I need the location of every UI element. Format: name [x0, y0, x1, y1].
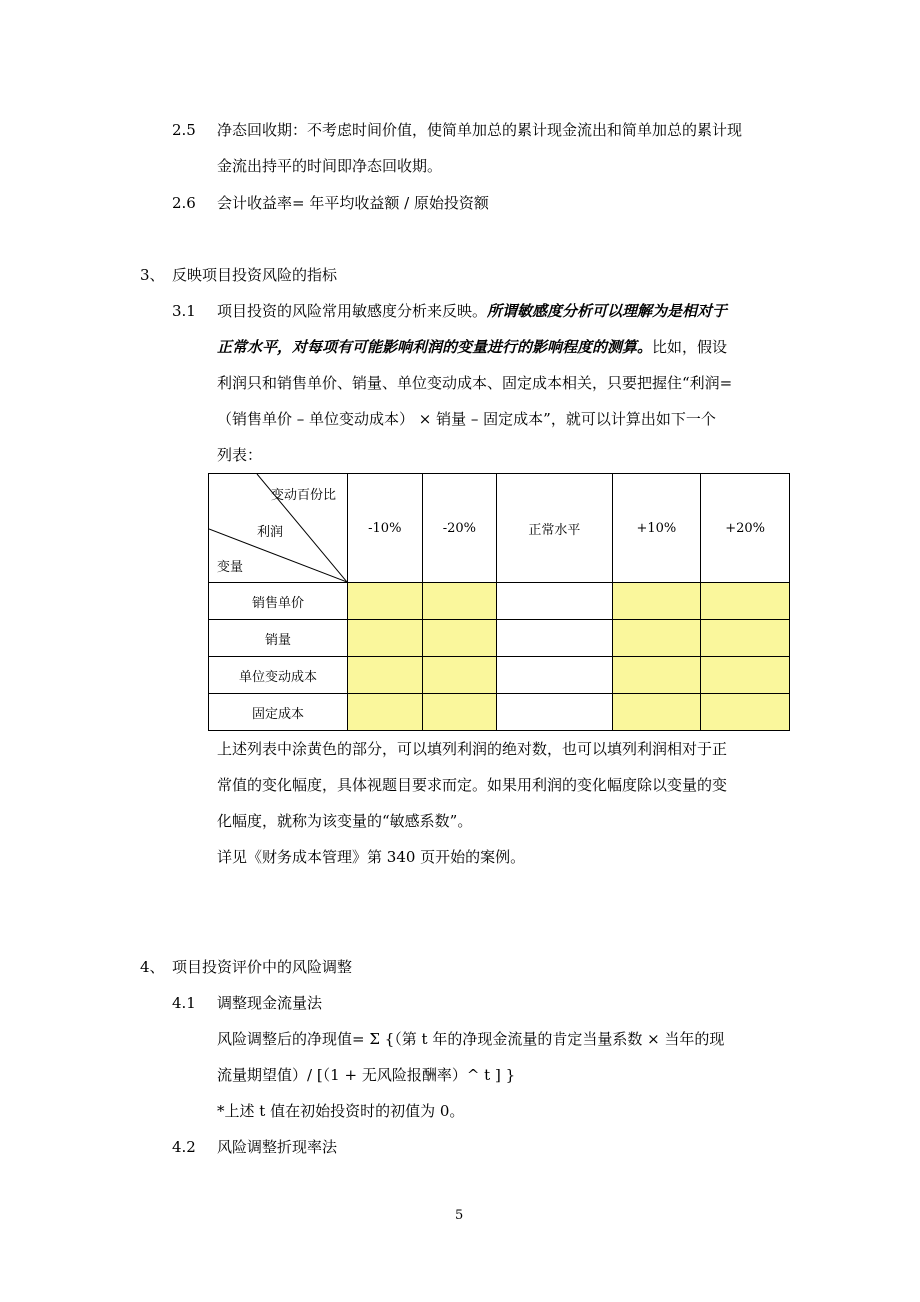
section-number-4-1: 4.1 — [172, 994, 196, 1012]
normal-cell — [497, 620, 612, 657]
highlight-cell — [348, 657, 423, 694]
section-3-title: 反映项目投资风险的指标 — [172, 266, 338, 284]
table-corner-cell — [209, 474, 348, 583]
row-label: 销量 — [209, 620, 348, 657]
normal-cell — [497, 583, 612, 620]
section-number-2-6: 2.6 — [172, 194, 196, 212]
highlight-cell — [348, 694, 423, 731]
section-3-1-line1-emphasis: 所谓敏感度分析可以理解为是相对于 — [487, 302, 728, 320]
corner-label-variable: 变量 — [217, 560, 244, 575]
section-2-5-line1: 净态回收期：不考虑时间价值，使简单加总的累计现金流出和简单加总的累计现 — [217, 121, 743, 139]
section-3-1-line2-emphasis: 正常水平，对每项有可能影响利润的变量进行的影响程度的测算。 — [217, 338, 653, 356]
section-number-3: 3、 — [140, 266, 165, 284]
section-4-1-formula-line1: 风险调整后的净现值= Σ {（第 t 年的净现金流量的肯定当量系数 × 当年的现 — [217, 1030, 725, 1048]
section-3-1-line2-plain: 比如，假设 — [652, 338, 728, 356]
highlight-cell — [701, 583, 790, 620]
column-header: +10% — [612, 474, 701, 583]
highlight-cell — [612, 583, 701, 620]
section-3-1-line1-plain: 项目投资的风险常用敏感度分析来反映。 — [217, 302, 488, 320]
highlight-cell — [612, 620, 701, 657]
corner-label-percent: 变动百份比 — [271, 488, 337, 503]
row-label: 销售单价 — [209, 583, 348, 620]
table-header-row — [209, 474, 790, 583]
highlight-cell — [348, 620, 423, 657]
highlight-cell — [422, 694, 497, 731]
after-table-line4: 详见《财务成本管理》第 340 页开始的案例。 — [217, 848, 526, 866]
highlight-cell — [348, 583, 423, 620]
section-3-1-line4: （销售单价 – 单位变动成本） × 销量 – 固定成本”，就可以计算出如下一个 — [217, 410, 716, 428]
table-row — [209, 583, 790, 620]
highlight-cell — [612, 694, 701, 731]
section-number-4-2: 4.2 — [172, 1138, 196, 1156]
section-number-2-5: 2.5 — [172, 121, 196, 139]
section-2-5-line2: 金流出持平的时间即净态回收期。 — [217, 157, 443, 175]
column-header: 正常水平 — [497, 474, 612, 583]
highlight-cell — [422, 657, 497, 694]
section-4-1-formula-line2: 流量期望值）/ [（1 + 无风险报酬率）^ t ] } — [217, 1066, 516, 1084]
after-table-line2: 常值的变化幅度，具体视题目要求而定。如果用利润的变化幅度除以变量的变 — [217, 776, 728, 794]
highlight-cell — [701, 657, 790, 694]
corner-label-profit: 利润 — [257, 525, 284, 540]
highlight-cell — [612, 657, 701, 694]
normal-cell — [497, 657, 612, 694]
after-table-line1: 上述列表中涂黄色的部分，可以填列利润的绝对数，也可以填列利润相对于正 — [217, 740, 728, 758]
sensitivity-table — [208, 473, 790, 731]
section-3-1-line3: 利润只和销售单价、销量、单位变动成本、固定成本相关，只要把握住“利润= — [217, 374, 733, 392]
page-number: 5 — [455, 1208, 464, 1223]
section-3-1-line5: 列表： — [217, 446, 263, 464]
table-row — [209, 657, 790, 694]
section-2-6-text: 会计收益率= 年平均收益额 / 原始投资额 — [217, 194, 489, 212]
row-label: 固定成本 — [209, 694, 348, 731]
normal-cell — [497, 694, 612, 731]
section-3-1-line1 — [217, 301, 727, 321]
highlight-cell — [701, 620, 790, 657]
table-row — [209, 694, 790, 731]
section-4-title: 项目投资评价中的风险调整 — [172, 958, 353, 976]
after-table-line3: 化幅度，就称为该变量的“敏感系数”。 — [217, 812, 473, 830]
section-number-3-1: 3.1 — [172, 302, 196, 320]
section-4-2-title: 风险调整折现率法 — [217, 1138, 338, 1156]
column-header: +20% — [701, 474, 790, 583]
highlight-cell — [422, 620, 497, 657]
row-label: 单位变动成本 — [209, 657, 348, 694]
section-3-1-line2 — [217, 337, 727, 357]
column-header: -20% — [422, 474, 497, 583]
section-4-1-title: 调整现金流量法 — [217, 994, 323, 1012]
column-header: -10% — [348, 474, 423, 583]
section-4-1-note: *上述 t 值在初始投资时的初值为 0。 — [217, 1102, 465, 1120]
table-row — [209, 620, 790, 657]
highlight-cell — [422, 583, 497, 620]
section-number-4: 4、 — [140, 958, 165, 976]
highlight-cell — [701, 694, 790, 731]
